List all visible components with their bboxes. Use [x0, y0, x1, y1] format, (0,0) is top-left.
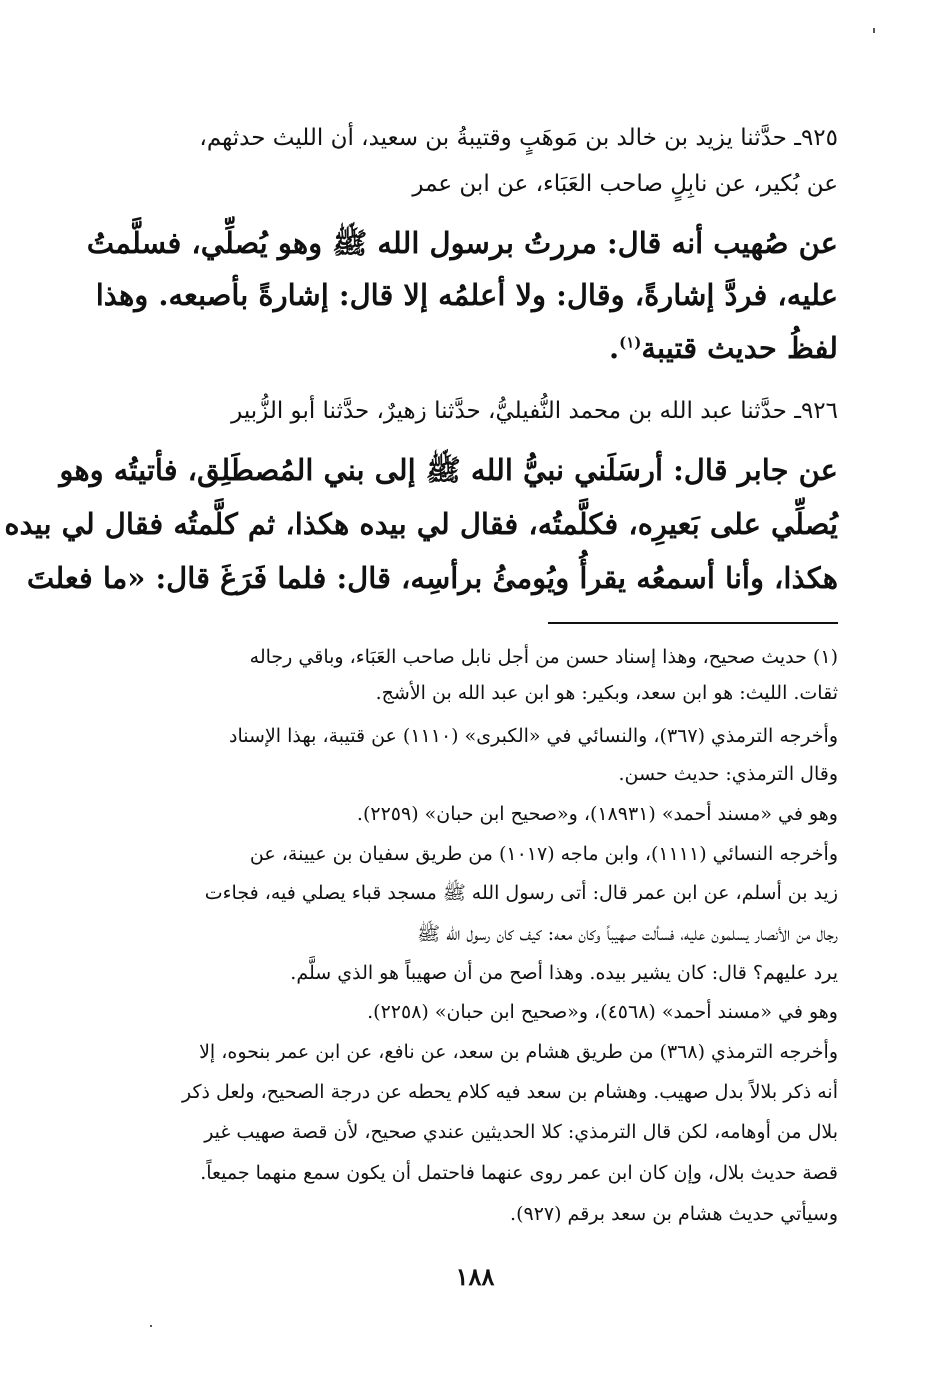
- footnote-line: وهو في «مسند أحمد» (١٨٩٣١)، و«صحيح ابن حبان» (٢٢٥٩).: [356, 803, 838, 825]
- hadith-925-chain-line-1: ٩٢٥ـ حدَّثنا يزيد بن خالد بن مَوهَبٍ وقتيبةُ بن سعيد، أن الليث حدثهم،: [199, 125, 838, 151]
- footnote-line: وسيأتي حديث هشام بن سعد برقم (٩٢٧).: [510, 1203, 838, 1225]
- hadith-925-matn-line-3-end: .: [609, 331, 620, 365]
- footnote-reference: (١): [619, 333, 642, 352]
- page-number: ١٨٨: [455, 1262, 495, 1291]
- footnote-line: وأخرجه الترمذي (٣٦٧)، والنسائي في «الكبرى» (١١١٠) عن قتيبة، بهذا الإسناد: [229, 725, 838, 747]
- footnote-line: رجال من الأنصار يسلمون عليه، فسألت صهيباً وكان معه: كيف كان رسول الله ﷺ: [417, 923, 838, 945]
- footnote-line: وقال الترمذي: حديث حسن.: [618, 763, 838, 785]
- footnote-line: يرد عليهم؟ قال: كان يشير بيده. وهذا أصح من أن صهيباً هو الذي سلَّم.: [290, 962, 838, 984]
- footnote-line: (١) حديث صحيح، وهذا إسناد حسن من أجل نابل صاحب العَبَاء، وباقي رجاله: [249, 646, 838, 668]
- hadith-925-matn-line-1: عن صُهيب أنه قال: مررتُ برسول الله ﷺ وهو يُصلِّي، فسلَّمتُ: [86, 226, 838, 260]
- footnote-line: قصة حديث بلال، وإن كان ابن عمر روى عنهما فاحتمل أن يكون سمع منهما جميعاً.: [200, 1162, 838, 1184]
- hadith-926-matn-line-1: عن جابر قال: أرسَلَني نبيُّ الله ﷺ إلى بني المُصطَلِق، فأتيتُه وهو: [59, 453, 838, 487]
- footnote-line: ثقات. الليث: هو ابن سعد، وبكير: هو ابن عبد الله بن الأشج.: [375, 682, 838, 704]
- footnote-line: أنه ذكر بلالاً بدل صهيب. وهشام بن سعد فيه كلام يحطه عن درجة الصحيح، ولعل ذكر: [182, 1081, 838, 1103]
- footnote-line: بلال من أوهامه، لكن قال الترمذي: كلا الحديثين عندي صحيح، لأن قصة صهيب غير: [204, 1121, 838, 1143]
- hadith-926-chain-line-1: ٩٢٦ـ حدَّثنا عبد الله بن محمد النُّفيليُّ، حدَّثنا زهيرٌ، حدَّثنا أبو الزُّبير: [231, 398, 838, 424]
- footnote-line: وهو في «مسند أحمد» (٤٥٦٨)، و«صحيح ابن حبان» (٢٢٥٨).: [367, 1001, 838, 1023]
- scan-speck: [150, 1325, 152, 1327]
- hadith-925-chain-line-2: عن بُكير، عن نابِلٍ صاحب العَبَاء، عن ابن عمر: [412, 171, 838, 197]
- footnote-line: وأخرجه النسائي (١١١١)، وابن ماجه (١٠١٧) من طريق سفيان بن عيينة، عن: [249, 843, 838, 865]
- hadith-925-matn-line-3-text: لفظُ حديث قتيبة: [641, 331, 838, 365]
- hadith-926-matn-line-2: يُصلِّي على بَعيرِه، فكلَّمتُه، فقال لي بيده هكذا، ثم كلَّمتُه فقال لي بيده: [4, 507, 838, 541]
- hadith-926-matn-line-3: هكذا، وأنا أسمعُه يقرأُ ويُومئُ برأسِه، قال: فلما فَرَغَ قال: «ما فعلتَ: [26, 561, 838, 595]
- footnote-separator: [548, 622, 838, 624]
- hadith-925-matn-line-2: عليه، فردَّ إشارةً، وقال: ولا أعلمُه إلا قال: إشارةً بأصبعه. وهذا: [95, 278, 838, 312]
- footnote-line: زيد بن أسلم، عن ابن عمر قال: أتى رسول الله ﷺ مسجد قباء يصلي فيه، فجاءت: [204, 882, 838, 904]
- footnote-line: وأخرجه الترمذي (٣٦٨) من طريق هشام بن سعد، عن نافع، عن ابن عمر بنحوه، إلا: [199, 1041, 838, 1063]
- scan-speck: [873, 28, 875, 33]
- hadith-925-matn-line-3: [112, 320, 838, 376]
